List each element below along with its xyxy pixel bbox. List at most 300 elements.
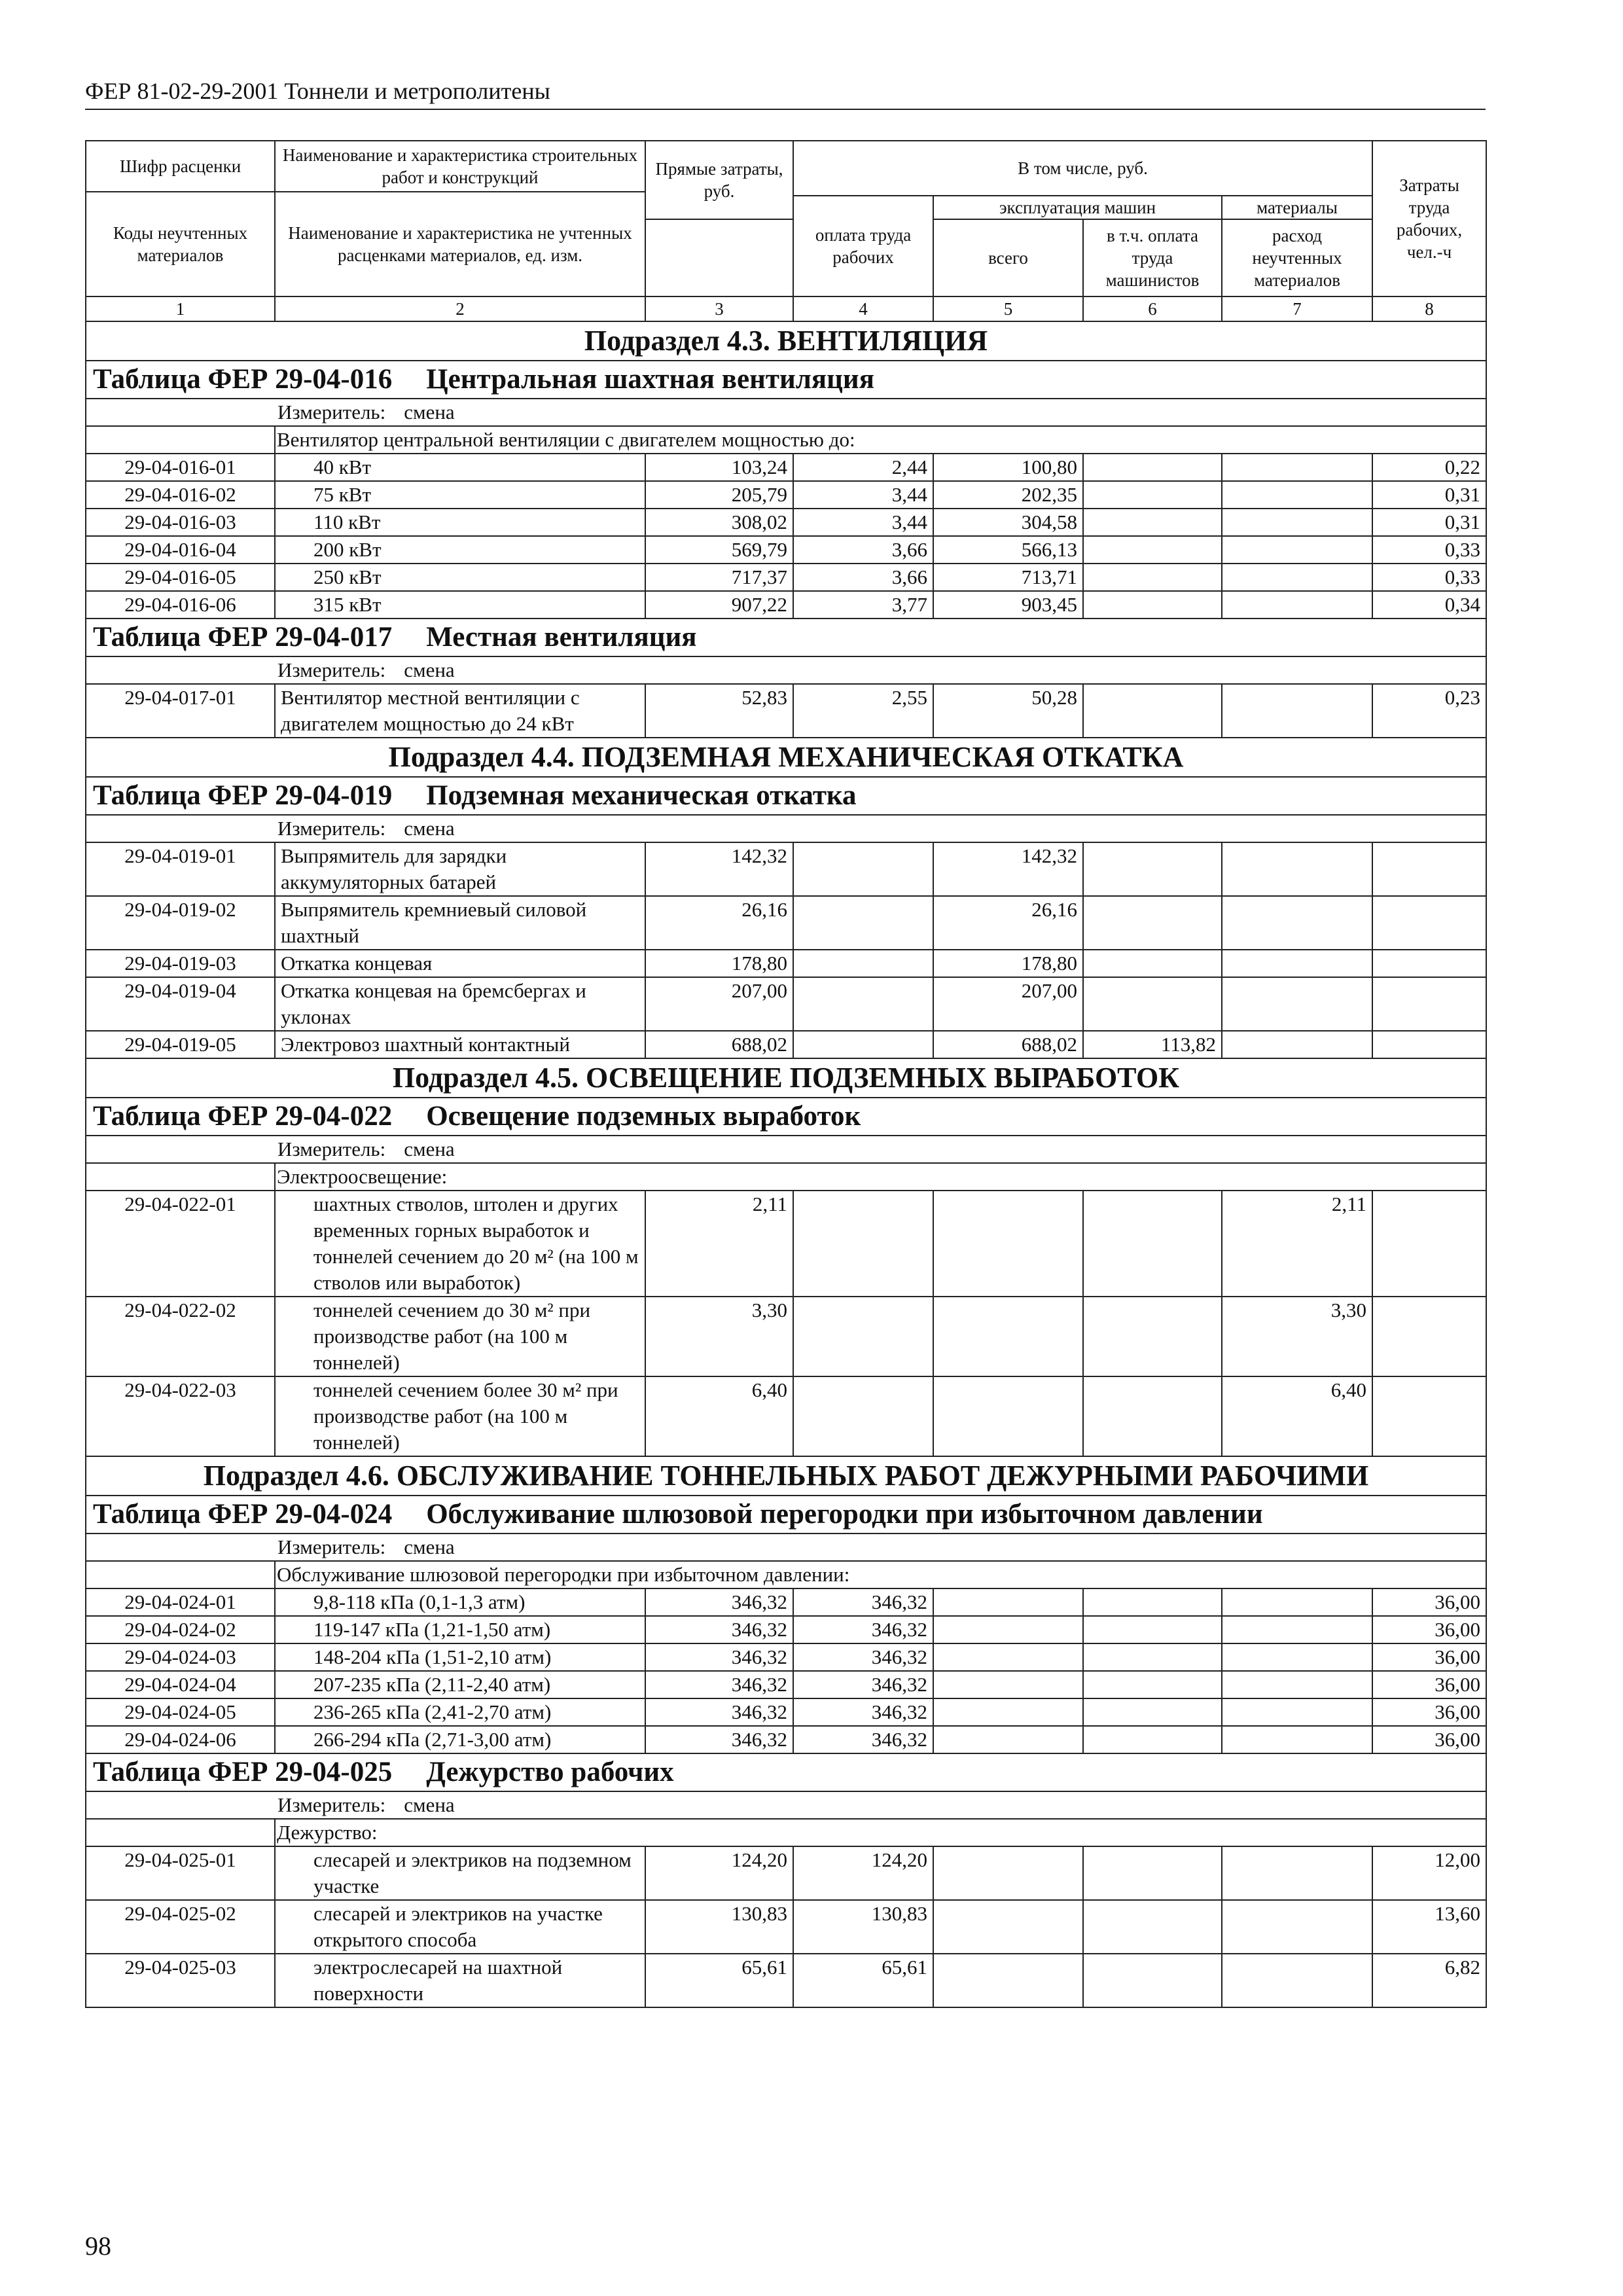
- direct-costs-cell: 207,00: [645, 977, 793, 1031]
- machinist-wages-cell: [1083, 1588, 1222, 1616]
- materials-cell: [1222, 454, 1372, 481]
- table-row: [86, 481, 1486, 509]
- labor-cell: 0,31: [1372, 481, 1486, 509]
- materials-cell: 3,30: [1222, 1297, 1372, 1376]
- direct-costs-cell: 205,79: [645, 481, 793, 509]
- rate-code: 29-04-024-04: [86, 1671, 275, 1698]
- rate-code: 29-04-019-04: [86, 977, 275, 1031]
- header-rule: [85, 109, 1486, 110]
- rate-name: тоннелей сечением более 30 м² при производстве работ (на 100 м тоннелей): [275, 1376, 645, 1456]
- machines-total-cell: 207,00: [933, 977, 1083, 1031]
- measurer: [86, 656, 1486, 684]
- labor-cell: 0,31: [1372, 509, 1486, 536]
- direct-costs-cell: 907,22: [645, 591, 793, 619]
- header-name: Наименование и характеристика строительных работ и конструкций: [275, 141, 645, 192]
- labor-cell: 0,34: [1372, 591, 1486, 619]
- section-row: [86, 1058, 1486, 1098]
- machines-total-cell: [933, 1297, 1083, 1376]
- header-materials: материалы: [1222, 196, 1372, 219]
- table-row: [86, 977, 1486, 1031]
- rate-name: 110 кВт: [275, 509, 645, 536]
- machines-total-cell: 178,80: [933, 950, 1083, 977]
- section-title: Подраздел 4.6. ОБСЛУЖИВАНИЕ ТОННЕЛЬНЫХ РАБОТ ДЕЖУРНЫМИ РАБОЧИМИ: [86, 1456, 1486, 1496]
- wages-cell: [793, 1191, 933, 1297]
- measurer: [86, 1534, 1486, 1561]
- labor-cell: 36,00: [1372, 1726, 1486, 1753]
- wages-cell: 346,32: [793, 1698, 933, 1726]
- labor-cell: [1372, 1031, 1486, 1058]
- measurer-row: [86, 1791, 1486, 1819]
- measurer-unit: смена: [404, 658, 455, 681]
- wages-cell: 346,32: [793, 1643, 933, 1671]
- machinist-wages-cell: [1083, 1846, 1222, 1900]
- rate-name: слесарей и электриков на участке открытого способа: [275, 1900, 645, 1954]
- table-name: Местная вентиляция: [426, 622, 697, 653]
- group-code-cell: [86, 1163, 275, 1191]
- labor-cell: 12,00: [1372, 1846, 1486, 1900]
- table-row: [86, 591, 1486, 619]
- labor-cell: [1372, 842, 1486, 896]
- machinist-wages-cell: [1083, 509, 1222, 536]
- direct-costs-cell: 346,32: [645, 1616, 793, 1643]
- wages-cell: 346,32: [793, 1616, 933, 1643]
- rate-name: шахтных стволов, штолен и других временных горных выработок и тоннелей сечением до 20 м² (на 100 м стволов или выработок): [275, 1191, 645, 1297]
- direct-costs-cell: 308,02: [645, 509, 793, 536]
- table-row: [86, 536, 1486, 564]
- direct-costs-cell: 569,79: [645, 536, 793, 564]
- column-number: 6: [1083, 296, 1222, 321]
- wages-cell: [793, 977, 933, 1031]
- table-heading-row: [86, 777, 1486, 815]
- table-row: [86, 509, 1486, 536]
- rate-code: 29-04-022-01: [86, 1191, 275, 1297]
- machinist-wages-cell: [1083, 684, 1222, 738]
- rate-code: 29-04-019-01: [86, 842, 275, 896]
- group-code-cell: [86, 1819, 275, 1846]
- machines-total-cell: [933, 1954, 1083, 2007]
- direct-costs-cell: 2,11: [645, 1191, 793, 1297]
- rate-name: 207-235 кПа (2,11-2,40 атм): [275, 1671, 645, 1698]
- column-number: 2: [275, 296, 645, 321]
- wages-cell: 2,44: [793, 454, 933, 481]
- labor-cell: [1372, 896, 1486, 950]
- rate-code: 29-04-019-03: [86, 950, 275, 977]
- table-row: [86, 1191, 1486, 1297]
- header-total: всего: [933, 219, 1083, 296]
- table-code: Таблица ФЕР 29-04-022: [93, 1101, 393, 1132]
- wages-cell: 3,44: [793, 509, 933, 536]
- wages-cell: 3,66: [793, 536, 933, 564]
- direct-costs-cell: 3,30: [645, 1297, 793, 1376]
- machinist-wages-cell: [1083, 564, 1222, 591]
- materials-cell: [1222, 591, 1372, 619]
- group-label: Вентилятор центральной вентиляции с двигателем мощностью до:: [275, 426, 1486, 454]
- column-numbers-row: [86, 296, 1486, 321]
- table-heading: [86, 619, 1486, 656]
- machinist-wages-cell: [1083, 1726, 1222, 1753]
- header-direct-costs: Прямые затраты, руб.: [645, 141, 793, 219]
- machinist-wages-cell: [1083, 1191, 1222, 1297]
- machines-total-cell: 142,32: [933, 842, 1083, 896]
- materials-cell: [1222, 1726, 1372, 1753]
- rate-code: 29-04-019-05: [86, 1031, 275, 1058]
- rate-code: 29-04-016-06: [86, 591, 275, 619]
- table-code: Таблица ФЕР 29-04-019: [93, 780, 393, 811]
- table-row: [86, 950, 1486, 977]
- running-header: ФЕР 81-02-29-2001 Тоннели и метрополитены: [85, 78, 550, 104]
- machines-total-cell: [933, 1846, 1083, 1900]
- direct-costs-cell: 142,32: [645, 842, 793, 896]
- measurer-label: Измеритель:: [277, 1138, 386, 1160]
- materials-cell: [1222, 509, 1372, 536]
- materials-cell: [1222, 536, 1372, 564]
- measurer-label: Измеритель:: [277, 817, 386, 840]
- group-label: Дежурство:: [275, 1819, 1486, 1846]
- machines-total-cell: [933, 1588, 1083, 1616]
- rate-name: 236-265 кПа (2,41-2,70 атм): [275, 1698, 645, 1726]
- rate-code: 29-04-022-02: [86, 1297, 275, 1376]
- materials-cell: [1222, 1616, 1372, 1643]
- table-heading-row: [86, 361, 1486, 399]
- rate-code: 29-04-016-01: [86, 454, 275, 481]
- table-row: [86, 564, 1486, 591]
- machines-total-cell: 713,71: [933, 564, 1083, 591]
- wages-cell: 3,77: [793, 591, 933, 619]
- labor-cell: 6,82: [1372, 1954, 1486, 2007]
- section-row: [86, 1456, 1486, 1496]
- rate-name: Откатка концевая на бремсбергах и уклонах: [275, 977, 645, 1031]
- machines-total-cell: [933, 1900, 1083, 1954]
- rate-code: 29-04-024-05: [86, 1698, 275, 1726]
- rate-code: 29-04-025-02: [86, 1900, 275, 1954]
- group-label: Обслуживание шлюзовой перегородки при избыточном давлении:: [275, 1561, 1486, 1588]
- machines-total-cell: [933, 1671, 1083, 1698]
- direct-costs-cell: 65,61: [645, 1954, 793, 2007]
- table-heading: [86, 361, 1486, 399]
- table-heading: [86, 1496, 1486, 1534]
- table-code: Таблица ФЕР 29-04-016: [93, 364, 393, 395]
- table-heading: [86, 777, 1486, 815]
- table-name: Обслуживание шлюзовой перегородки при избыточном давлении: [426, 1499, 1263, 1530]
- table-name: Центральная шахтная вентиляция: [426, 364, 874, 395]
- machinist-wages-cell: [1083, 1616, 1222, 1643]
- machinist-wages-cell: [1083, 950, 1222, 977]
- materials-cell: [1222, 1031, 1372, 1058]
- header-name-unaccounted: Наименование и характеристика не учтенных расценками материалов, ед. изм.: [275, 192, 645, 296]
- measurer: [86, 815, 1486, 842]
- labor-cell: 36,00: [1372, 1643, 1486, 1671]
- machinist-wages-cell: [1083, 454, 1222, 481]
- wages-cell: 65,61: [793, 1954, 933, 2007]
- labor-cell: [1372, 1191, 1486, 1297]
- measurer: [86, 1791, 1486, 1819]
- rates-table: [85, 140, 1487, 2008]
- group-row: [86, 1163, 1486, 1191]
- direct-costs-cell: 178,80: [645, 950, 793, 977]
- measurer-row: [86, 656, 1486, 684]
- machines-total-cell: 26,16: [933, 896, 1083, 950]
- measurer-unit: смена: [404, 1793, 455, 1816]
- rate-name: тоннелей сечением до 30 м² при производстве работ (на 100 м тоннелей): [275, 1297, 645, 1376]
- header-direct-costs-cont: [645, 219, 793, 296]
- machines-total-cell: 688,02: [933, 1031, 1083, 1058]
- rate-code: 29-04-024-03: [86, 1643, 275, 1671]
- direct-costs-cell: 346,32: [645, 1671, 793, 1698]
- table-row: [86, 842, 1486, 896]
- labor-cell: [1372, 950, 1486, 977]
- measurer-unit: смена: [404, 817, 455, 840]
- header-wages: оплата труда рабочих: [793, 196, 933, 296]
- group-row: [86, 1819, 1486, 1846]
- direct-costs-cell: 688,02: [645, 1031, 793, 1058]
- machinist-wages-cell: [1083, 1643, 1222, 1671]
- rate-code: 29-04-025-01: [86, 1846, 275, 1900]
- header-including: В том числе, руб.: [793, 141, 1372, 196]
- measurer-label: Измеритель:: [277, 658, 386, 681]
- labor-cell: 36,00: [1372, 1616, 1486, 1643]
- labor-cell: [1372, 1297, 1486, 1376]
- rate-name: Вентилятор местной вентиляции с двигателем мощностью до 24 кВт: [275, 684, 645, 738]
- table-row: [86, 1671, 1486, 1698]
- rate-code: 29-04-017-01: [86, 684, 275, 738]
- labor-cell: 0,33: [1372, 564, 1486, 591]
- column-number: 5: [933, 296, 1083, 321]
- machines-total-cell: 903,45: [933, 591, 1083, 619]
- rate-name: 75 кВт: [275, 481, 645, 509]
- labor-cell: [1372, 977, 1486, 1031]
- direct-costs-cell: 124,20: [645, 1846, 793, 1900]
- labor-cell: 0,22: [1372, 454, 1486, 481]
- labor-cell: 36,00: [1372, 1698, 1486, 1726]
- table-heading: [86, 1753, 1486, 1791]
- table-row: [86, 684, 1486, 738]
- machinist-wages-cell: [1083, 1954, 1222, 2007]
- materials-cell: [1222, 481, 1372, 509]
- measurer-row: [86, 815, 1486, 842]
- machinist-wages-cell: [1083, 842, 1222, 896]
- table-row: [86, 896, 1486, 950]
- materials-cell: [1222, 1900, 1372, 1954]
- table-row: [86, 1588, 1486, 1616]
- table-row: [86, 1297, 1486, 1376]
- rate-name: 40 кВт: [275, 454, 645, 481]
- machinist-wages-cell: [1083, 536, 1222, 564]
- rate-name: 315 кВт: [275, 591, 645, 619]
- measurer-unit: смена: [404, 1535, 455, 1558]
- machines-total-cell: 566,13: [933, 536, 1083, 564]
- section-row: [86, 321, 1486, 361]
- machinist-wages-cell: [1083, 1698, 1222, 1726]
- table-row: [86, 1643, 1486, 1671]
- group-label: Электроосвещение:: [275, 1163, 1486, 1191]
- wages-cell: 124,20: [793, 1846, 933, 1900]
- rate-code: 29-04-016-03: [86, 509, 275, 536]
- table-body: [86, 296, 1486, 2007]
- materials-cell: [1222, 1671, 1372, 1698]
- labor-cell: 0,23: [1372, 684, 1486, 738]
- machines-total-cell: [933, 1616, 1083, 1643]
- page-number: 98: [85, 2231, 111, 2261]
- table-heading-row: [86, 1098, 1486, 1136]
- table-row: [86, 1698, 1486, 1726]
- materials-cell: [1222, 950, 1372, 977]
- header-machine-operation: эксплуатация машин: [933, 196, 1222, 219]
- rate-name: слесарей и электриков на подземном участке: [275, 1846, 645, 1900]
- measurer: [86, 399, 1486, 426]
- measurer-row: [86, 1136, 1486, 1163]
- table-row: [86, 1031, 1486, 1058]
- machinist-wages-cell: [1083, 1376, 1222, 1456]
- header-code: Шифр расценки: [86, 141, 275, 192]
- group-code-cell: [86, 1561, 275, 1588]
- machines-total-cell: 202,35: [933, 481, 1083, 509]
- measurer-label: Измеритель:: [277, 401, 386, 423]
- table-row: [86, 454, 1486, 481]
- materials-cell: [1222, 684, 1372, 738]
- column-number: 4: [793, 296, 933, 321]
- wages-cell: [793, 896, 933, 950]
- rate-code: 29-04-019-02: [86, 896, 275, 950]
- labor-cell: 36,00: [1372, 1671, 1486, 1698]
- rate-code: 29-04-024-06: [86, 1726, 275, 1753]
- labor-cell: [1372, 1376, 1486, 1456]
- header-labor: Затраты труда рабочих, чел.-ч: [1372, 141, 1486, 296]
- measurer: [86, 1136, 1486, 1163]
- labor-cell: 13,60: [1372, 1900, 1486, 1954]
- header-materials-consumption: расход неучтенных материалов: [1222, 219, 1372, 296]
- direct-costs-cell: 130,83: [645, 1900, 793, 1954]
- wages-cell: 346,32: [793, 1671, 933, 1698]
- materials-cell: [1222, 1698, 1372, 1726]
- group-row: [86, 426, 1486, 454]
- table-heading-row: [86, 619, 1486, 656]
- table-row: [86, 1616, 1486, 1643]
- wages-cell: [793, 950, 933, 977]
- machines-total-cell: 50,28: [933, 684, 1083, 738]
- direct-costs-cell: 346,32: [645, 1698, 793, 1726]
- wages-cell: 346,32: [793, 1726, 933, 1753]
- direct-costs-cell: 346,32: [645, 1726, 793, 1753]
- machines-total-cell: [933, 1643, 1083, 1671]
- direct-costs-cell: 346,32: [645, 1588, 793, 1616]
- machinist-wages-cell: [1083, 977, 1222, 1031]
- group-code-cell: [86, 426, 275, 454]
- table-heading-row: [86, 1753, 1486, 1791]
- rate-name: 9,8-118 кПа (0,1-1,3 атм): [275, 1588, 645, 1616]
- rate-name: Выпрямитель для зарядки аккумуляторных батарей: [275, 842, 645, 896]
- section-title: Подраздел 4.3. ВЕНТИЛЯЦИЯ: [86, 321, 1486, 361]
- column-number: 3: [645, 296, 793, 321]
- section-title: Подраздел 4.4. ПОДЗЕМНАЯ МЕХАНИЧЕСКАЯ ОТКАТКА: [86, 738, 1486, 777]
- table-row: [86, 1726, 1486, 1753]
- materials-cell: [1222, 1588, 1372, 1616]
- table-heading: [86, 1098, 1486, 1136]
- header-machinist-wages: в т.ч. оплата труда машинистов: [1083, 219, 1222, 296]
- materials-cell: 6,40: [1222, 1376, 1372, 1456]
- wages-cell: 346,32: [793, 1588, 933, 1616]
- labor-cell: 0,33: [1372, 536, 1486, 564]
- wages-cell: [793, 1376, 933, 1456]
- rate-name: 200 кВт: [275, 536, 645, 564]
- machines-total-cell: [933, 1376, 1083, 1456]
- rate-code: 29-04-016-04: [86, 536, 275, 564]
- rate-code: 29-04-024-02: [86, 1616, 275, 1643]
- direct-costs-cell: 103,24: [645, 454, 793, 481]
- group-row: [86, 1561, 1486, 1588]
- materials-cell: [1222, 564, 1372, 591]
- machines-total-cell: 100,80: [933, 454, 1083, 481]
- machinist-wages-cell: [1083, 896, 1222, 950]
- wages-cell: [793, 1031, 933, 1058]
- table-code: Таблица ФЕР 29-04-017: [93, 622, 393, 653]
- column-number: 1: [86, 296, 275, 321]
- machinist-wages-cell: 113,82: [1083, 1031, 1222, 1058]
- table-row: [86, 1846, 1486, 1900]
- table-row: [86, 1900, 1486, 1954]
- header-codes-unaccounted: Коды неучтенных материалов: [86, 192, 275, 296]
- rate-name: 250 кВт: [275, 564, 645, 591]
- section-title: Подраздел 4.5. ОСВЕЩЕНИЕ ПОДЗЕМНЫХ ВЫРАБОТОК: [86, 1058, 1486, 1098]
- direct-costs-cell: 717,37: [645, 564, 793, 591]
- wages-cell: [793, 1297, 933, 1376]
- materials-cell: [1222, 1954, 1372, 2007]
- rate-name: 148-204 кПа (1,51-2,10 атм): [275, 1643, 645, 1671]
- rate-code: 29-04-016-02: [86, 481, 275, 509]
- measurer-unit: смена: [404, 1138, 455, 1160]
- machines-total-cell: [933, 1698, 1083, 1726]
- rate-code: 29-04-016-05: [86, 564, 275, 591]
- labor-cell: 36,00: [1372, 1588, 1486, 1616]
- section-row: [86, 738, 1486, 777]
- machinist-wages-cell: [1083, 1900, 1222, 1954]
- table-name: Дежурство рабочих: [426, 1757, 674, 1787]
- direct-costs-cell: 6,40: [645, 1376, 793, 1456]
- machines-total-cell: 304,58: [933, 509, 1083, 536]
- direct-costs-cell: 346,32: [645, 1643, 793, 1671]
- rate-name: Откатка концевая: [275, 950, 645, 977]
- table-name: Освещение подземных выработок: [426, 1101, 861, 1132]
- materials-cell: [1222, 1846, 1372, 1900]
- direct-costs-cell: 26,16: [645, 896, 793, 950]
- rate-name: электрослесарей на шахтной поверхности: [275, 1954, 645, 2007]
- rate-name: 119-147 кПа (1,21-1,50 атм): [275, 1616, 645, 1643]
- materials-cell: [1222, 896, 1372, 950]
- wages-cell: 3,44: [793, 481, 933, 509]
- measurer-label: Измеритель:: [277, 1793, 386, 1816]
- wages-cell: [793, 842, 933, 896]
- machinist-wages-cell: [1083, 591, 1222, 619]
- column-number: 8: [1372, 296, 1486, 321]
- machinist-wages-cell: [1083, 481, 1222, 509]
- machines-total-cell: [933, 1191, 1083, 1297]
- direct-costs-cell: 52,83: [645, 684, 793, 738]
- rate-name: 266-294 кПа (2,71-3,00 атм): [275, 1726, 645, 1753]
- rate-name: Выпрямитель кремниевый силовой шахтный: [275, 896, 645, 950]
- table-heading-row: [86, 1496, 1486, 1534]
- rate-code: 29-04-024-01: [86, 1588, 275, 1616]
- materials-cell: [1222, 1643, 1372, 1671]
- measurer-unit: смена: [404, 401, 455, 423]
- column-number: 7: [1222, 296, 1372, 321]
- measurer-row: [86, 399, 1486, 426]
- rate-code: 29-04-025-03: [86, 1954, 275, 2007]
- machinist-wages-cell: [1083, 1671, 1222, 1698]
- rate-name: Электровоз шахтный контактный: [275, 1031, 645, 1058]
- table-row: [86, 1954, 1486, 2007]
- wages-cell: 3,66: [793, 564, 933, 591]
- materials-cell: [1222, 842, 1372, 896]
- table-code: Таблица ФЕР 29-04-024: [93, 1499, 393, 1530]
